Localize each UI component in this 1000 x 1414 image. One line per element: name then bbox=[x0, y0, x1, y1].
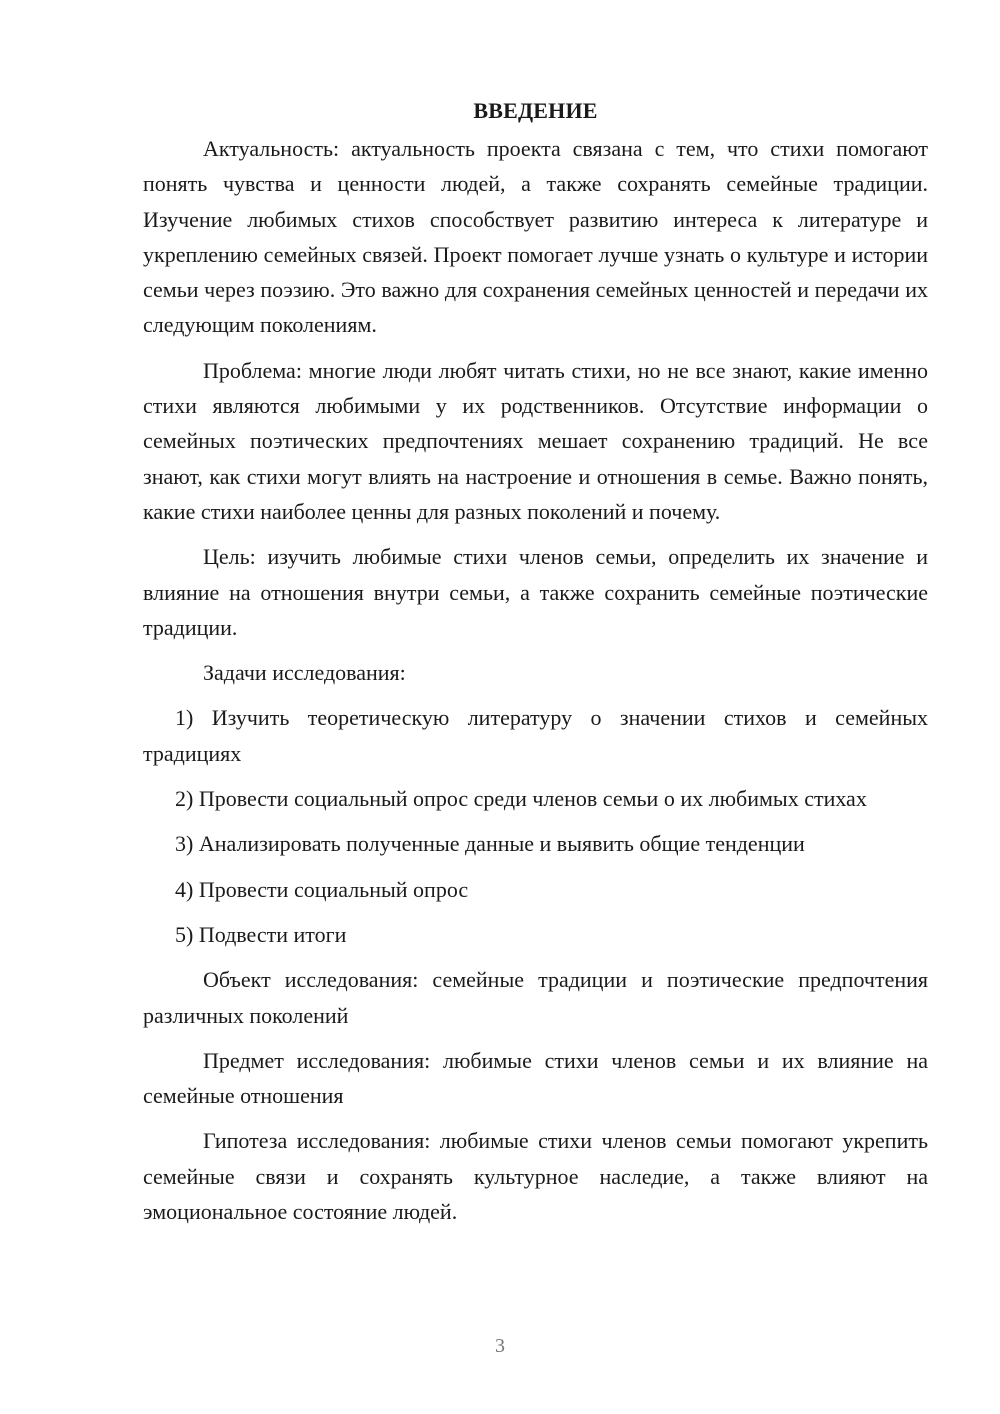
task-item-5: 5) Подвести итоги bbox=[175, 921, 347, 947]
subject-paragraph: Предмет исследования: любимые стихи членов семьи и их влияние на семейные отношения bbox=[143, 1047, 928, 1109]
task-item-4: 4) Провести социальный опрос bbox=[175, 876, 469, 902]
task-item-3: 3) Анализировать полученные данные и выявить общие тенденции bbox=[175, 831, 805, 857]
goal-paragraph: Цель: изучить любимые стихи членов семьи, определить их значение и влияние на отношения внутри семьи, а также сохранить семейные поэтические традиции. bbox=[143, 544, 928, 640]
task-item-1: 1) Изучить теоретическую литературу о значении стихов и семейных традициях bbox=[143, 705, 928, 766]
object-paragraph: Объект исследования: семейные традиции и поэтические предпочтения различных поколений bbox=[143, 967, 928, 1028]
task-item-2: 2) Провести социальный опрос среди членов семьи о их любимых стихах bbox=[175, 786, 867, 812]
problem-paragraph: Проблема: многие люди любят читать стихи, но не все знают, какие именно стихи являются любимыми у их родственников. Отсутствие информации о семейных поэтических предпочтениях мешает сохранению традиций. Не все знают, как стихи могут влиять на настроение и отношения в семье. Важно понять, какие стихи наиболее ценны для разных поколений и почему. bbox=[143, 357, 928, 524]
tasks-heading: Задачи исследования: bbox=[203, 660, 406, 686]
section-title: ВВЕДЕНИЕ bbox=[473, 98, 598, 123]
document-page bbox=[143, 95, 928, 1239]
page-number: 3 bbox=[495, 1335, 505, 1357]
hypothesis-paragraph: Гипотеза исследования: любимые стихи членов семьи помогают укрепить семейные связи и сохранять культурное наследие, а также влияют на эмоциональное состояние людей. bbox=[143, 1128, 928, 1225]
relevance-paragraph: Актуальность: актуальность проекта связана с тем, что стихи помогают понять чувства и ценности людей, а также сохранять семейные традиции. Изучение любимых стихов способствует развитию интереса к литературе и укреплению семейных связей. Проект помогает лучше узнать о культуре и истории семьи через поэзию. Это важно для сохранения семейных ценностей и передачи их следующим поколениям. bbox=[143, 136, 928, 338]
